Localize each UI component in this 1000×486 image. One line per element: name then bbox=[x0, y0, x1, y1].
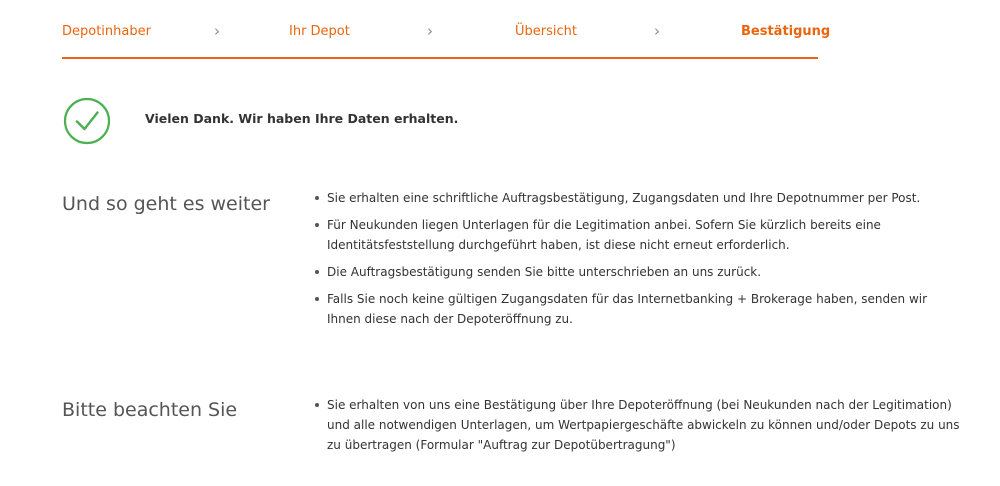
list-item: Falls Sie noch keine gültigen Zugangsdaten für das Internetbanking + Brokerage haben, senden wir Ihnen diese nach der Depoteröffnung zu. bbox=[314, 289, 964, 329]
list-item: Sie erhalten von uns eine Bestätigung über Ihre Depoteröffnung (bei Neukunden nach der Legitimation) und alle notwendigen Unterlagen, um Wertpapiergeschäfte abwickeln zu können und/oder Depots zu uns zu übertragen (Formular "Auftrag zur Depotübertragung") bbox=[314, 395, 964, 455]
list-item: Sie erhalten eine schriftliche Auftragsbestätigung, Zugangsdaten und Ihre Depotnummer per Post. bbox=[314, 188, 964, 208]
section-heading-notes: Bitte beachten Sie bbox=[62, 399, 238, 421]
step-ihr-depot[interactable]: Ihr Depot bbox=[289, 24, 350, 39]
step-depotinhaber[interactable]: Depotinhaber bbox=[62, 24, 151, 39]
list-item: Die Auftragsbestätigung senden Sie bitte unterschrieben an uns zurück. bbox=[314, 262, 964, 282]
checkmark-circle-icon bbox=[63, 97, 111, 145]
chevron-right-icon: › bbox=[654, 22, 660, 40]
notes-list bbox=[314, 395, 964, 462]
section-heading-next-steps: Und so geht es weiter bbox=[62, 193, 270, 215]
next-steps-list bbox=[314, 188, 964, 336]
confirmation-message: Vielen Dank. Wir haben Ihre Daten erhalten. bbox=[145, 111, 459, 126]
chevron-right-icon: › bbox=[427, 22, 433, 40]
step-uebersicht[interactable]: Übersicht bbox=[515, 24, 577, 39]
chevron-right-icon: › bbox=[214, 22, 220, 40]
list-item: Für Neukunden liegen Unterlagen für die Legitimation anbei. Sofern Sie kürzlich bereits eine Identitätsfeststellung durchgeführt haben, ist diese nicht erneut erforderlich. bbox=[314, 215, 964, 255]
step-bestaetigung: Bestätigung bbox=[741, 24, 831, 39]
progress-stepper bbox=[62, 0, 831, 59]
